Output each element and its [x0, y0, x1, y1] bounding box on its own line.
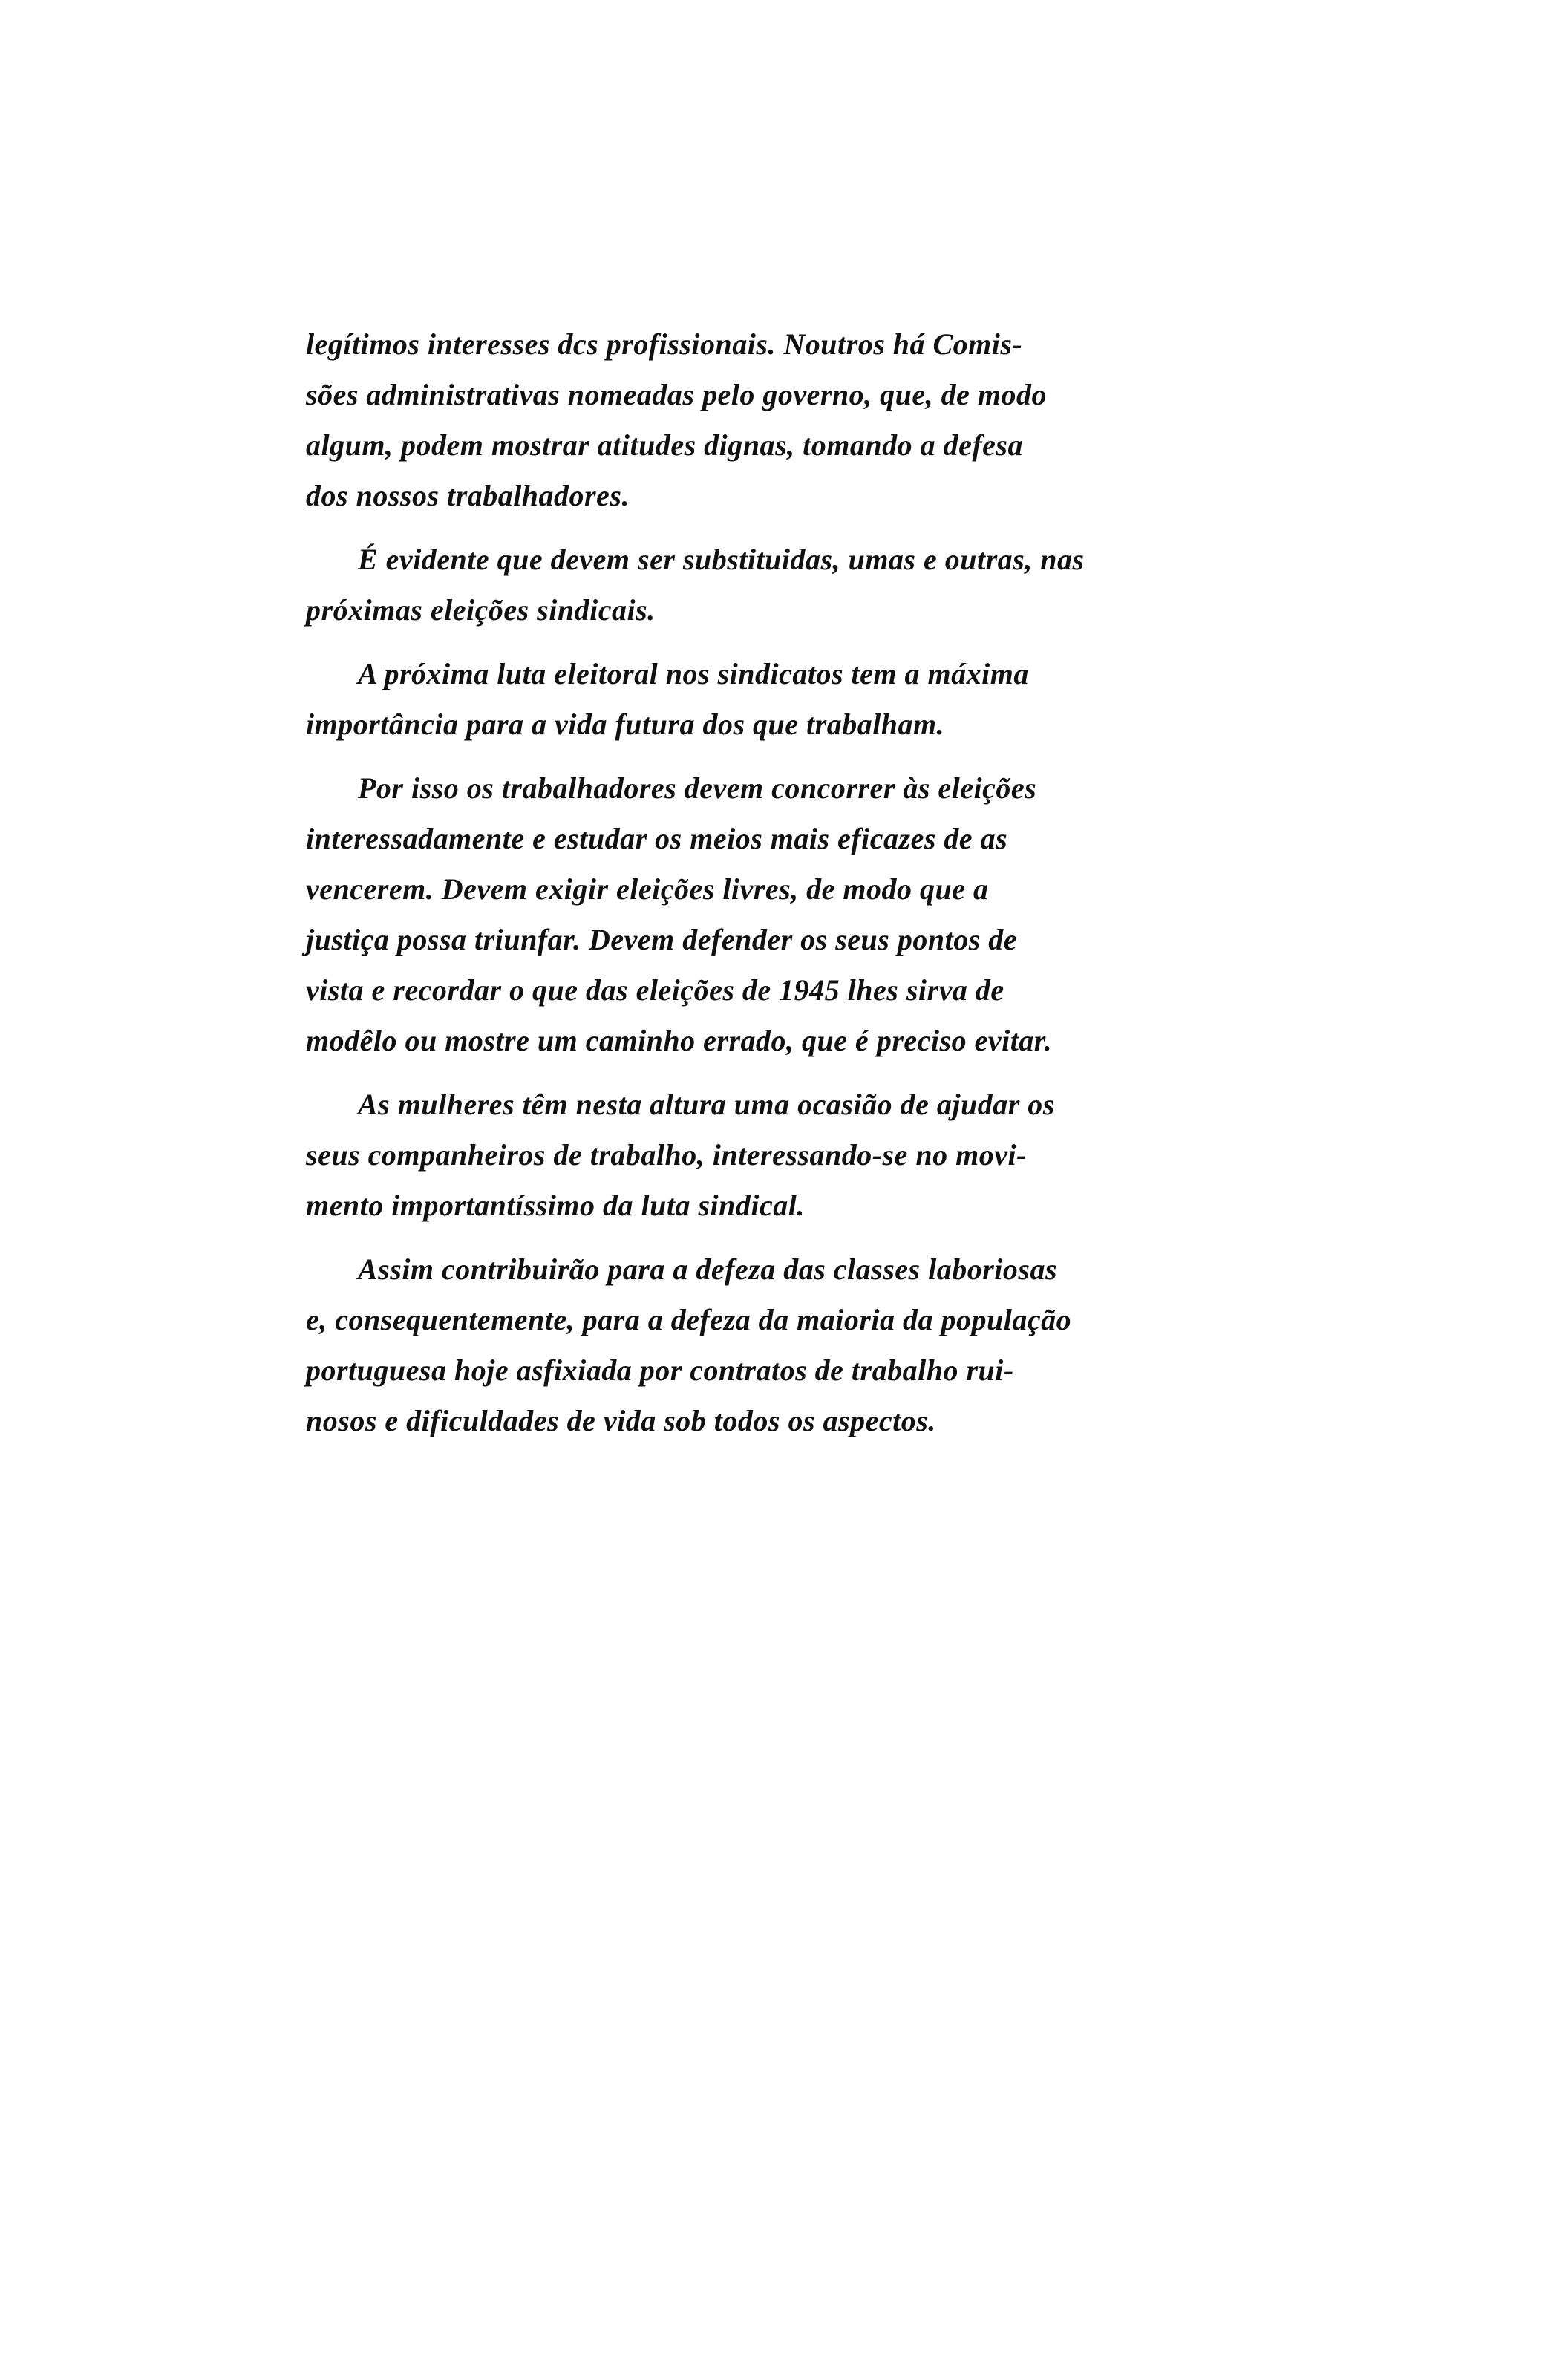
paragraph-5-line-3: mento importantíssimo da luta sindical. [306, 1189, 805, 1222]
paragraph-6 [306, 1244, 1212, 1446]
paragraph-1-line-3: algum, podem mostrar atitudes dignas, tomando a defesa [306, 428, 1023, 462]
paragraph-6-line-2: e, consequentemente, para a defeza da maioria da população [306, 1303, 1072, 1336]
paragraph-4-line-6: modêlo ou mostre um caminho errado, que é preciso evitar. [306, 1024, 1053, 1057]
paragraph-4-line-2: interessadamente e estudar os meios mais eficazes de as [306, 822, 1008, 855]
paragraph-4-line-5: vista e recordar o que das eleições de 1945 lhes sirva de [306, 973, 1004, 1007]
paragraph-6-line-3: portuguesa hoje asfixiada por contratos de trabalho rui- [306, 1353, 1014, 1387]
paragraph-4-line-4: justiça possa triunfar. Devem defender os seus pontos de [306, 923, 1018, 956]
paragraph-4 [306, 763, 1212, 1066]
paragraph-1 [306, 319, 1212, 521]
paragraph-6-line-4: nosos e dificuldades de vida sob todos os aspectos. [306, 1404, 936, 1437]
paragraph-1-line-2: sões administrativas nomeadas pelo governo, que, de modo [306, 378, 1047, 411]
paragraph-5 [306, 1079, 1212, 1231]
paragraph-5-line-2: seus companheiros de trabalho, interessando-se no movi- [306, 1138, 1027, 1172]
paragraph-3-line-1: A próxima luta eleitoral nos sindicatos tem a máxima [358, 657, 1029, 690]
paragraph-6-line-1: Assim contribuirão para a defeza das classes laboriosas [358, 1252, 1058, 1286]
paragraph-2-line-2: próximas eleições sindicais. [306, 593, 656, 627]
body-text [306, 319, 1212, 1446]
paragraph-1-line-1: legítimos interesses dcs profissionais. Noutros há Comis- [306, 327, 1023, 361]
paragraph-1-line-4: dos nossos trabalhadores. [306, 479, 630, 512]
paragraph-4-line-1: Por isso os trabalhadores devem concorrer às eleições [358, 771, 1037, 805]
paragraph-2 [306, 535, 1212, 636]
paragraph-5-line-1: As mulheres têm nesta altura uma ocasião de ajudar os [358, 1088, 1055, 1121]
paragraph-4-line-3: vencerem. Devem exigir eleições livres, de modo que a [306, 872, 989, 906]
paragraph-3-line-2: importância para a vida futura dos que trabalham. [306, 708, 945, 741]
paragraph-2-line-1: É evidente que devem ser substituidas, umas e outras, nas [358, 543, 1085, 576]
paragraph-3 [306, 649, 1212, 750]
